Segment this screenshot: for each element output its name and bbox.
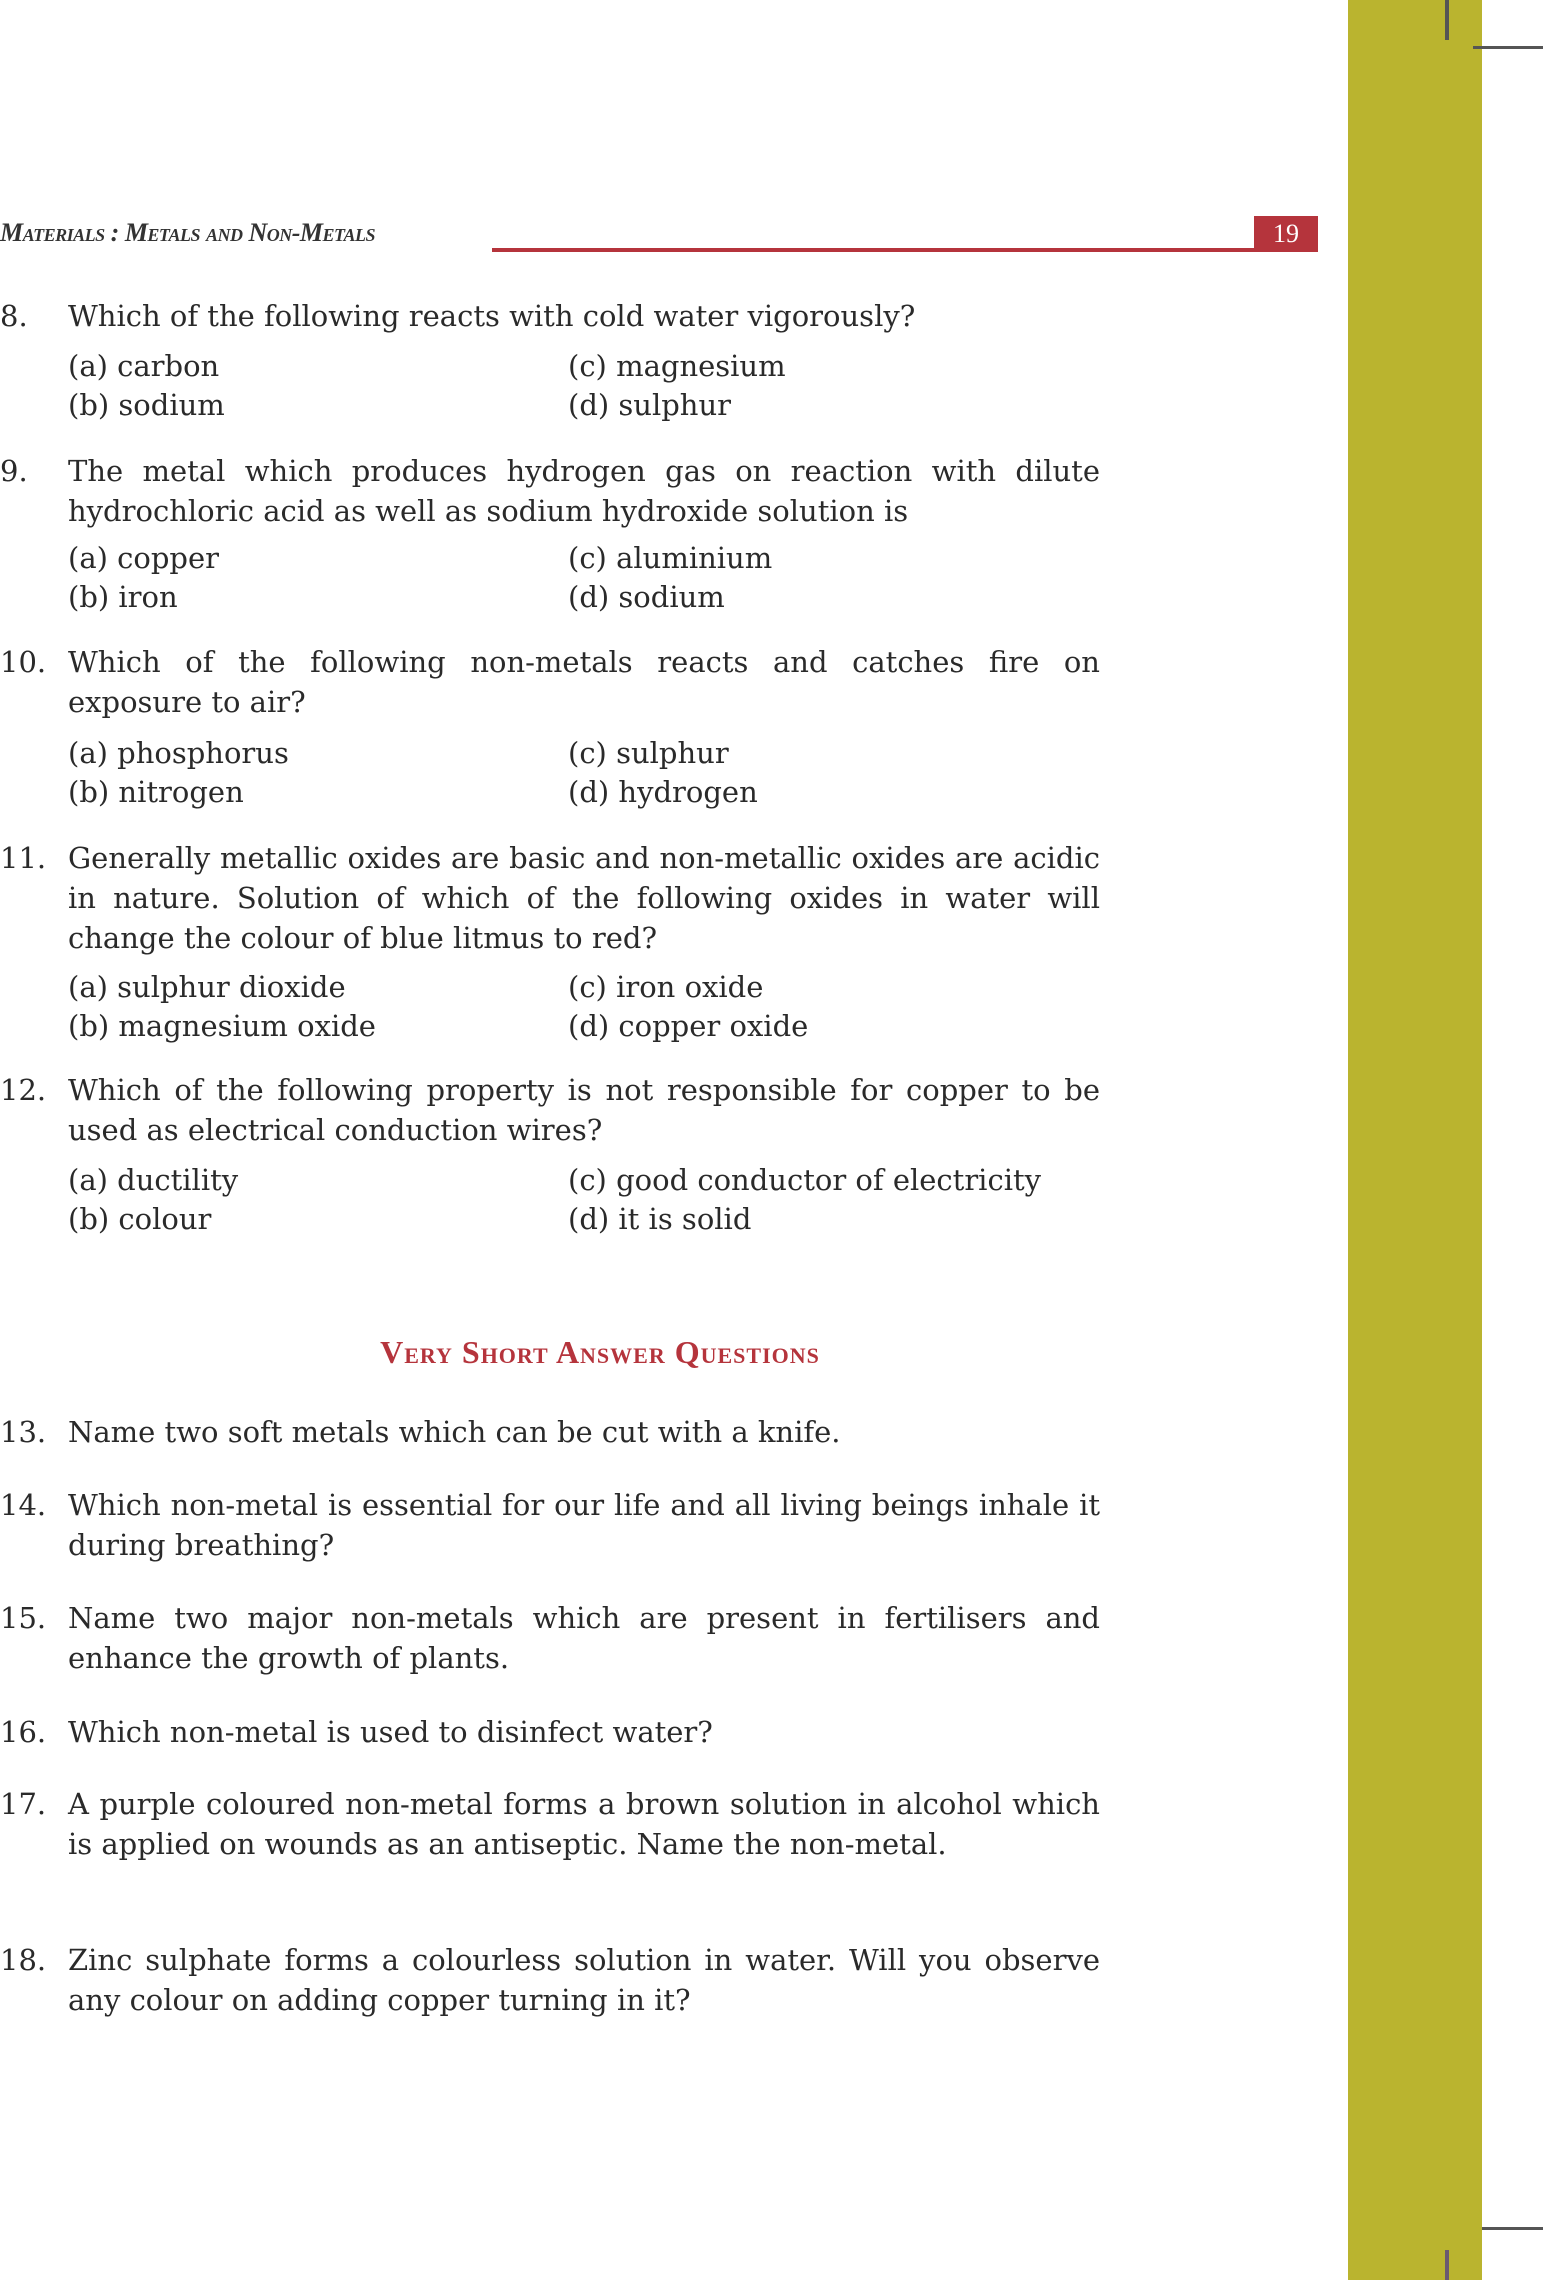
section-heading: Very Short Answer Questions: [380, 1334, 820, 1370]
option-a: (a) phosphorus: [68, 736, 289, 770]
option-b: (b) nitrogen: [68, 775, 244, 809]
question-text: Which of the following property is not responsible for copper to be used as electrical conduction wires?: [68, 1073, 1100, 1147]
option-b: (b) sodium: [68, 388, 225, 422]
question-12: [0, 1070, 1100, 1150]
option-d: (d) sodium: [568, 580, 725, 614]
question-text: A purple coloured non-metal forms a brown solution in alcohol which is applied on wounds as an antiseptic. Name the non-metal.: [68, 1787, 1100, 1861]
option-b: (b) magnesium oxide: [68, 1009, 376, 1043]
question-text: Which non-metal is essential for our life and all living beings inhale it during breathing?: [68, 1488, 1100, 1562]
option-b: (b) iron: [68, 580, 178, 614]
question-18: [0, 1940, 1100, 2020]
question-13: [0, 1412, 1100, 1452]
question-14: [0, 1485, 1100, 1565]
question-9: [0, 451, 1100, 531]
crop-mark: [1482, 2227, 1543, 2230]
option-a: (a) carbon: [68, 349, 220, 383]
header-rule: [492, 248, 1254, 252]
question-number: 12.: [0, 1073, 47, 1107]
crop-mark: [1473, 46, 1543, 49]
question-text: Name two major non-metals which are present in fertilisers and enhance the growth of plants.: [68, 1601, 1100, 1675]
question-number: 15.: [0, 1601, 47, 1635]
question-number: 8.: [0, 299, 28, 333]
option-a: (a) ductility: [68, 1163, 239, 1197]
question-15: [0, 1598, 1100, 1678]
question-number: 18.: [0, 1943, 47, 1977]
question-17: [0, 1784, 1100, 1864]
option-d: (d) hydrogen: [568, 775, 758, 809]
question-8: [0, 296, 1100, 336]
question-text: Which of the following reacts with cold water vigorously?: [68, 299, 916, 333]
question-16: [0, 1712, 1100, 1752]
option-c: (c) sulphur: [568, 736, 729, 770]
option-d: (d) it is solid: [568, 1202, 752, 1236]
question-number: 16.: [0, 1715, 47, 1749]
question-number: 11.: [0, 841, 47, 875]
question-text: The metal which produces hydrogen gas on reaction with dilute hydrochloric acid as well as sodium hydroxide solution is: [68, 454, 1100, 528]
option-c: (c) iron oxide: [568, 970, 764, 1004]
option-d: (d) copper oxide: [568, 1009, 809, 1043]
option-b: (b) colour: [68, 1202, 212, 1236]
question-text: Zinc sulphate forms a colourless solution in water. Will you observe any colour on adding copper turning in it?: [68, 1943, 1100, 2017]
side-band: [1348, 0, 1482, 2280]
question-text: Which non-metal is used to disinfect water?: [68, 1715, 713, 1749]
option-d: (d) sulphur: [568, 388, 732, 422]
option-a: (a) sulphur dioxide: [68, 970, 346, 1004]
running-header: Materials : Metals and Non-Metals: [0, 218, 376, 247]
question-text: Which of the following non-metals reacts and catches fire on exposure to air?: [68, 645, 1100, 719]
question-number: 9.: [0, 454, 28, 488]
option-c: (c) aluminium: [568, 541, 773, 575]
crop-mark: [1445, 0, 1449, 40]
question-number: 13.: [0, 1415, 47, 1449]
crop-mark: [1445, 2250, 1449, 2280]
question-number: 17.: [0, 1787, 47, 1821]
question-number: 14.: [0, 1488, 47, 1522]
page-number: 19: [1254, 216, 1318, 252]
option-a: (a) copper: [68, 541, 219, 575]
question-text: Generally metallic oxides are basic and non-metallic oxides are acidic in nature. Solution of which of the following oxides in water will change the colour of blue litmus to red?: [68, 841, 1100, 955]
option-c: (c) good conductor of electricity: [568, 1163, 1042, 1197]
question-10: [0, 642, 1100, 722]
question-number: 10.: [0, 645, 47, 679]
option-c: (c) magnesium: [568, 349, 786, 383]
question-text: Name two soft metals which can be cut with a knife.: [68, 1415, 841, 1449]
question-11: [0, 838, 1100, 958]
